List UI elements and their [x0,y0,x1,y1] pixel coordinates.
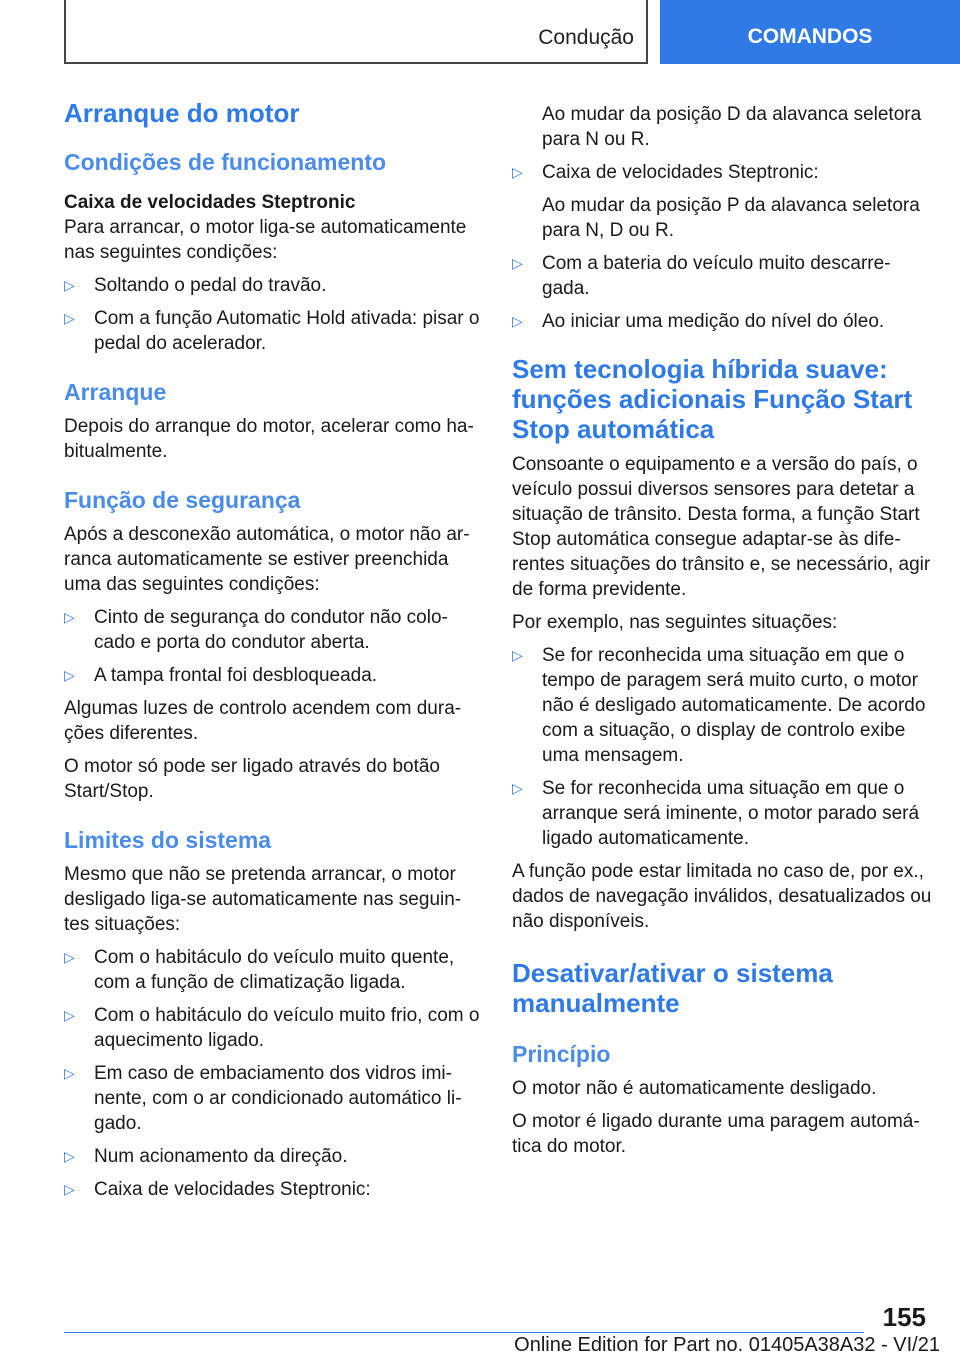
heading-arranque: Arranque [64,379,167,405]
header-section-title: Condução [538,26,634,49]
paragraph-cond-intro: Para arrancar, o motor liga-se automaticamente nas seguintes condições: [64,217,467,263]
heading-limites: Limites do sistema [64,827,272,853]
list-item: ▷ Em caso de embaciamento dos vidros imi-nente, com o ar condicionado automático li-gado. [64,1063,462,1134]
list-item: ▷ Ao iniciar uma medição do nível do óleo. [512,311,885,332]
list-item: ▷ Com a função Automatic Hold ativada: pisar o pedal do acelerador. [64,308,480,354]
heading-arranque-do-motor: Arranque do motor [64,98,300,128]
list-item: ▷ Caixa de velocidades Steptronic: [64,1179,371,1200]
paragraph-cont-d: Ao mudar da posição D da alavanca seletora para N ou R. [542,104,922,150]
triangle-right-icon: ▷ [512,164,523,180]
list-right-top [512,160,932,334]
paragraph-sem-p3: A função pode estar limitada no caso de, por ex., dados de navegação inválidos, desatualizados ou não disponíveis. [512,861,932,932]
paragraph-seguranca-intro: Após a desconexão automática, o motor não ar-ranca automaticamente se estiver preenchida uma das seguintes condições: [64,524,470,595]
list-cond [64,273,480,356]
list-item: ▷ A tampa frontal foi desbloqueada. [64,665,378,686]
list-item: ▷ Se for reconhecida uma situação em que o arranque será iminente, o motor parado será ligado automaticamente. [512,778,920,849]
paragraph-arranque: Depois do arranque do motor, acelerar como ha-bitualmente. [64,416,474,462]
list-sem [512,643,932,851]
triangle-right-icon: ▷ [512,647,523,663]
list-limites [64,945,480,1202]
paragraph-seguranca-p1: Algumas luzes de controlo acendem com dura-ções diferentes. [64,698,462,744]
heading-seguranca: Função de segurança [64,487,301,513]
paragraph-limites-intro: Mesmo que não se pretenda arrancar, o motor desligado liga-se automaticamente nas seguin-tes situações: [64,864,462,935]
triangle-right-icon: ▷ [64,609,75,625]
triangle-right-icon: ▷ [512,255,523,271]
subheading-steptronic: Caixa de velocidades Steptronic [64,192,356,213]
paragraph-sem-p2: Por exemplo, nas seguintes situações: [512,612,838,633]
header-chapter-tab [660,0,960,64]
triangle-right-icon: ▷ [64,1181,75,1197]
heading-principio: Princípio [512,1041,611,1067]
list-item: ▷ Cinto de segurança do condutor não colo-cado e porta do condutor aberta. [64,607,448,653]
triangle-right-icon: ▷ [64,1065,75,1081]
triangle-right-icon: ▷ [512,313,523,329]
header-chapter-title: COMANDOS [747,25,873,48]
paragraph-cont-p: Ao mudar da posição P da alavanca seletora para N, D ou R. [542,195,920,241]
header-section-box [64,0,648,64]
heading-condicoes: Condições de funcionamento [64,149,387,175]
triangle-right-icon: ▷ [64,310,75,326]
triangle-right-icon: ▷ [64,667,75,683]
left-column [64,98,480,1210]
list-item: ▷ Soltando o pedal do travão. [64,275,327,296]
list-item: ▷ Com a bateria do veículo muito descarre-gada. [512,253,891,299]
triangle-right-icon: ▷ [64,277,75,293]
footer-edition: Online Edition for Part no. 01405A38A32 - VI/21 [514,1334,940,1356]
list-seguranca [64,605,480,688]
heading-sem-hibrida: Sem tecnologia híbrida suave: funções adicionais Função Start Stop automática [512,354,913,444]
right-column [512,102,932,1167]
paragraph-seguranca-p2: O motor só pode ser ligado através do botão Start/Stop. [64,756,441,802]
paragraph-principio-p1: O motor não é automaticamente desligado. [512,1078,877,1099]
list-item: ▷ Se for reconhecida uma situação em que o tempo de paragem será muito curto, o motor não é desligado automaticamente. De acordo com a situação, o display de controlo exibe uma mensagem. [512,645,926,766]
triangle-right-icon: ▷ [64,949,75,965]
heading-desativar: Desativar/ativar o sistema manualmente [512,958,833,1018]
list-item: ▷ Num acionamento da direção. [64,1146,348,1167]
paragraph-principio-p2: O motor é ligado durante uma paragem automá-tica do motor. [512,1111,920,1157]
list-item: ▷ Com o habitáculo do veículo muito frio, com o aquecimento ligado. [64,1005,480,1051]
triangle-right-icon: ▷ [64,1007,75,1023]
list-item: ▷ Caixa de velocidades Steptronic: Ao mudar da posição P da alavanca seletora para N, D ou R. [512,160,932,243]
triangle-right-icon: ▷ [512,780,523,796]
triangle-right-icon: ▷ [64,1148,75,1164]
paragraph-sem-p1: Consoante o equipamento e a versão do país, o veículo possui diversos sensores para detetar a situação de trânsito. Desta forma, a função Start Stop automática consegue adaptar-se às dife-rentes situações do trânsito e, se necessário, agir de forma previdente. [512,454,931,600]
page-number: 155 [882,1302,926,1332]
list-item: ▷ Com o habitáculo do veículo muito quente, com a função de climatização ligada. [64,947,455,993]
footer-divider [64,1332,864,1333]
